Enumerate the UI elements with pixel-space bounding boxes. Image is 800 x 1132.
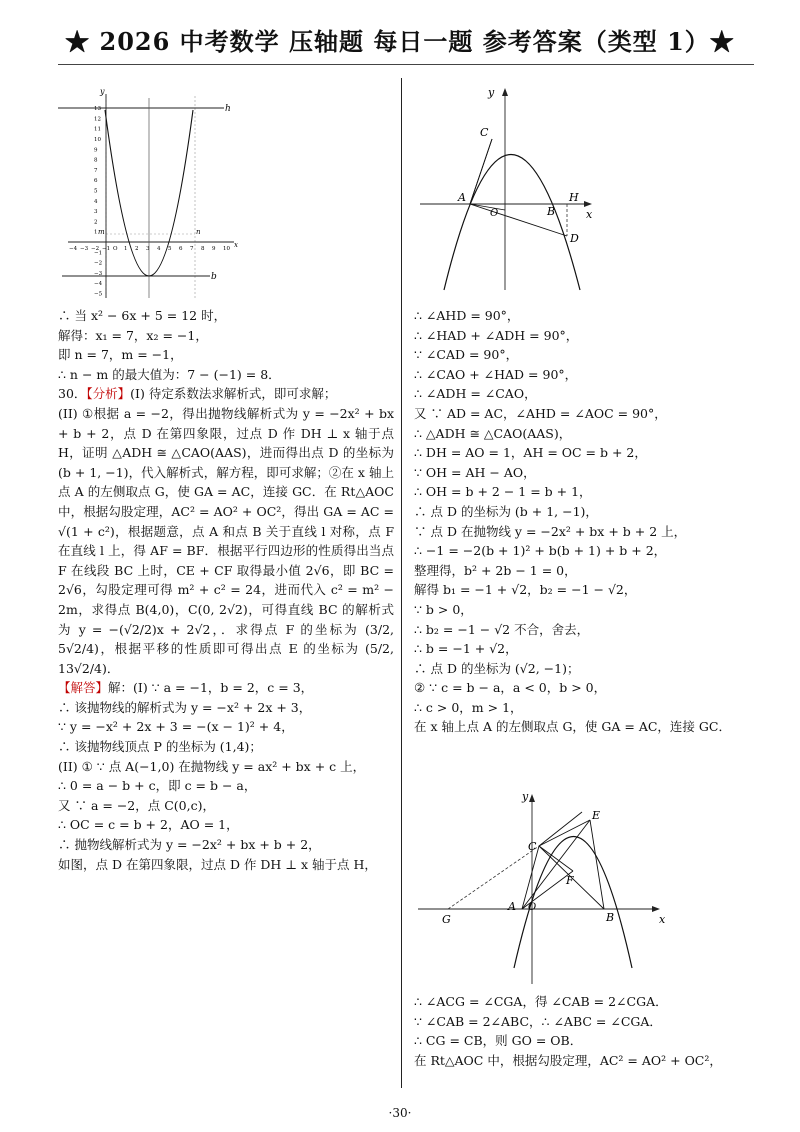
fig1-label-n: n [196,228,201,236]
fig1-x-tick-label: 3 [146,246,150,252]
fig2-label-d: D [570,232,579,245]
fig1-x-tick-label: −4 [69,246,78,252]
solution-line-3: ∴ 该抛物线顶点 P 的坐标为 (1,4)； [58,739,262,755]
fig1-x-tick-label: 7 [190,246,194,252]
fig1-x-axis-label: x [234,241,238,249]
fig1-x-tick-label: 2 [135,246,139,252]
right-line-8: ∴ DH = AO = 1，AH = OC = b + 2， [414,445,647,461]
figure-1-graph [58,84,240,302]
fig1-y-tick-label: −1 [94,250,103,257]
fig1-y-tick-label: 3 [94,209,98,216]
right-line-21: ∴ c > 0，m > 1， [414,699,523,715]
fig2-label-h: H [569,191,579,204]
solution-line-4: (II) ① ∵ 点 A(−1,0) 在抛物线 y = ax² + bx + c 上， [58,758,366,774]
fig2-label-x: x [586,208,593,221]
fig1-y-tick-label: 6 [94,178,98,185]
left-line-2: 解得：x₁ = 7，x₂ = −1， [58,327,208,343]
fig3-label-a: A [508,900,516,913]
fig1-x-tick-label: 9 [212,246,216,252]
right-line-15: 解得 b₁ = −1 + √2，b₂ = −1 − √2， [414,582,637,598]
right-line-1: ∴ ∠AHD = 90°， [414,308,520,323]
fig1-y-tick-label: 2 [94,219,98,226]
right-line-23: ∴ ∠ACG = ∠CGA，得 ∠CAB = 2∠CGA． [414,994,668,1009]
right-line-14: 整理得，b² + 2b − 1 = 0， [414,562,577,578]
fig3-label-c: C [528,840,537,853]
right-column-upper [414,306,754,737]
fig1-label-h: h [225,104,231,114]
fig1-x-tick-label: O [113,246,118,252]
fig2-label-o: O [490,208,499,219]
solution-tag: 【解答】 [58,680,109,696]
fig1-y-tick-label: 11 [94,126,101,133]
right-line-3: ∵ ∠CAD = 90°， [414,347,519,363]
right-column-lower [414,992,754,1070]
fig1-x-tick-label: 10 [223,246,230,252]
analysis-tag: 【分析】 [86,386,131,402]
right-line-20: ② ∵ c = b − a，a < 0，b > 0， [414,680,607,696]
fig1-x-tick-label: 4 [157,246,161,252]
left-line-1: ∴ 当 x² − 6x + 5 = 12 时， [58,308,227,323]
right-line-10: ∴ OH = b + 2 − 1 = b + 1， [414,484,592,500]
fig2-label-c: C [480,126,489,139]
fig1-x-tick-label: −1 [102,246,111,252]
fig1-x-tick-label: 1 [124,246,128,252]
right-line-4: ∴ ∠CAO + ∠HAD = 90°， [414,366,578,382]
fig3-label-b: B [606,911,615,924]
right-line-16: ∵ b > 0， [414,601,473,617]
right-line-25: ∴ CG = CB，则 GO = OB． [414,1033,583,1049]
figure-3-graph [418,790,678,988]
fig2-label-y: y [488,86,495,99]
right-line-19: ∴ 点 D 的坐标为 (√2, −1)； [414,660,580,676]
right-line-7: ∴ △ADH ≅ △CAO(AAS)， [414,425,572,441]
solution-line-8: ∴ 抛物线解析式为 y = −2x² + bx + b + 2， [58,837,321,853]
page-number: ·30· [388,1106,412,1120]
column-divider [401,78,402,1088]
fig1-y-tick-label: −2 [94,260,103,267]
fig1-x-tick-label: 6 [179,246,183,252]
analysis-intro: (I) 待定系数法求解析式，即可求解； [130,386,337,402]
fig1-y-tick-label: 10 [94,137,101,143]
right-line-9: ∵ OH = AH − AO， [414,464,536,480]
fig3-label-o: O [528,902,537,913]
fig1-label-m: m [98,228,105,236]
right-line-24: ∵ ∠CAB = 2∠ABC，∴ ∠ABC = ∠CGA． [414,1013,662,1029]
solution-first: 解：(I) ∵ a = −1，b = 2，c = 3， [108,680,314,696]
solution-line-6: 又 ∵ a = −2，点 C(0,c)， [58,797,215,813]
fig1-y-tick-label: 5 [94,188,98,195]
left-column [58,306,394,874]
fig1-x-tick-label: 8 [201,246,205,252]
right-line-6: 又 ∵ AD = AC，∠AHD = ∠AOC = 90°， [414,405,667,421]
right-line-18: ∴ b = −1 + √2， [414,641,518,657]
fig1-y-tick-label: 9 [94,147,98,154]
right-line-2: ∴ ∠HAD + ∠ADH = 90°， [414,327,579,343]
right-line-12: ∵ 点 D 在抛物线 y = −2x² + bx + b + 2 上， [414,523,687,539]
fig1-y-tick-label: 7 [94,167,98,174]
analysis-heading [58,384,394,404]
solution-heading [58,678,394,698]
solution-line-9: 如图，点 D 在第四象限，过点 D 作 DH ⊥ x 轴于点 H， [58,856,377,872]
header-rule [58,64,754,65]
fig1-y-tick-label: 12 [94,116,101,123]
fig3-label-e: E [592,809,601,822]
fig1-y-tick-label: −3 [94,270,103,277]
solution-line-7: ∴ OC = c = b + 2，AO = 1， [58,817,239,833]
analysis-paragraph: (II) ①根据 a = −2，得出抛物线解析式为 y = −2x² + bx + b + 2，点 D 在第四象限，过点 D 作 DH ⊥ x 轴于点 H，证明 △ADH ≅ △CAO(AAS)，进而得出点 D 的坐标为 (b + 1, −1)，代入解析式，解方程，即可求解；②在 x 轴上点 A 的左侧取点 G，使 GA = AC，连接 GC．在 Rt△AOC 中，根据勾股定理，AC² = AO² + OC²，得出 GA = AC = √(1 + c²)，根据题意，点 A 和点 B 关于直线 l 对称，点 F 在直线 l 上，得 AF = BF．根据平行四边形的性质得出当点 F 在线段 BC 上时，CE + CF 取得最小值 2√6，即 BC = 2√6，勾股定理可得 m² + c² = 24，进而代入 c² = m² − 2m，求得点 B(4,0)，C(0, 2√2)，可得直线 BC 的解析式为 y = −(√2/2)x + 2√2，．求得点 F 的坐标为 (3/2, 5√2/4)，根据平移的性质即可得出点 E 的坐标为 (5/2, 13√2/4)． [58,405,394,676]
solution-line-2: ∵ y = −x² + 2x + 3 = −(x − 1)² + 4， [58,719,294,735]
solution-line-5: ∴ 0 = a − b + c，即 c = b − a， [58,778,257,794]
right-line-5: ∴ ∠ADH = ∠CAO， [414,386,537,402]
fig1-y-tick-label: −4 [94,281,103,288]
solution-line-1: ∴ 该抛物线的解析式为 y = −x² + 2x + 3， [58,699,312,715]
fig1-label-b: b [211,272,217,282]
page-header: ★ 2026 中考数学 压轴题 每日一题 参考答案（类型 1）★ [65,27,735,56]
fig1-y-tick-label: 13 [94,106,101,113]
fig3-label-y: y [522,790,529,803]
figure-2-graph [412,82,602,294]
right-line-11: ∴ 点 D 的坐标为 (b + 1, −1)， [414,503,598,519]
fig2-label-a: A [458,191,466,204]
fig1-y-axis-label: y [100,87,105,96]
fig2-label-b: B [547,205,556,218]
fig1-y-tick-label: 1 [94,229,98,236]
fig1-x-tick-label: −3 [80,246,89,252]
fig1-x-tick-label: −2 [91,246,100,252]
fig1-y-tick-label: 8 [94,157,98,164]
fig3-label-g: G [442,913,451,926]
fig3-label-f: F [566,874,574,887]
right-line-13: ∴ −1 = −2(b + 1)² + b(b + 1) + b + 2， [414,543,667,559]
left-line-4: ∴ n − m 的最大值为：7 − (−1) = 8． [58,366,281,382]
fig1-x-tick-label: 5 [168,246,172,252]
right-line-22: 在 x 轴上点 A 的左侧取点 G，使 GA = AC，连接 GC． [414,719,731,735]
fig1-y-tick-label: −5 [94,291,103,298]
problem-number: 30． [58,386,87,402]
fig3-label-x: x [659,913,666,926]
right-line-26: 在 Rt△AOC 中，根据勾股定理，AC² = AO² + OC²， [414,1052,722,1068]
fig1-y-tick-label: 4 [94,198,98,205]
left-line-3: 即 n = 7，m = −1， [58,347,183,363]
right-line-17: ∴ b₂ = −1 − √2 不合，舍去， [414,621,590,637]
